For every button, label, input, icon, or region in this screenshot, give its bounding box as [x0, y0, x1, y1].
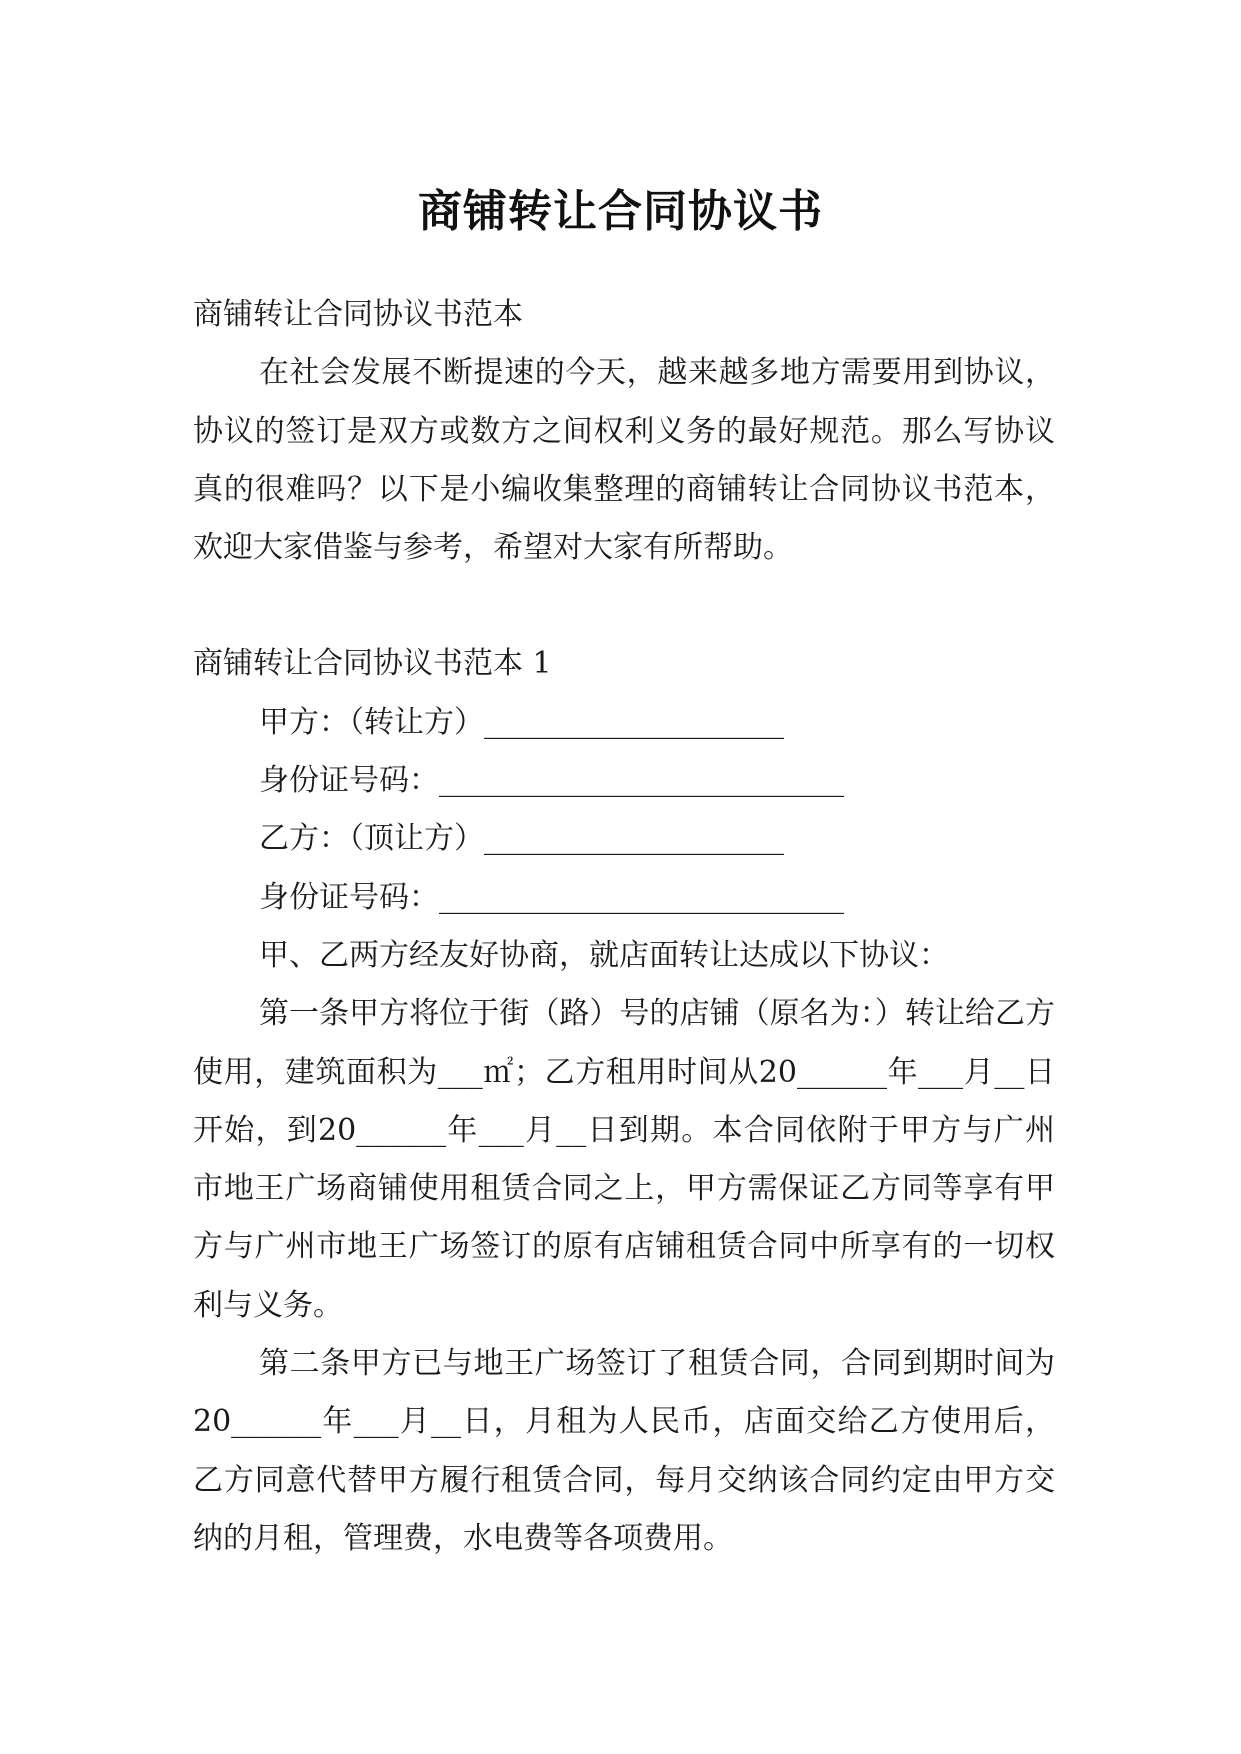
sample-heading: 商铺转让合同协议书范本 1 [193, 646, 552, 682]
document-title: 商铺转让合同协议书 [418, 186, 823, 238]
party-b-line: 乙方：（顶让方）____________________ [259, 821, 784, 857]
article-2: 第二条甲方已与地王广场签订了租赁合同，合同到期时间为20______年___月__日，月租为人民币，店面交给乙方使用后，乙方同意代替甲方履行租赁合同，每月交纳该合同约定由甲方交纳的月租，管理费，水电费等各项费用。 [193, 1346, 1055, 1556]
party-a-line: 甲方：（转让方）____________________ [259, 704, 784, 740]
agreement-intro: 甲、乙两方经友好协商，就店面转让达成以下协议： [259, 937, 949, 973]
article-1: 第一条甲方将位于街（路）号的店铺（原名为：）转让给乙方使用，建筑面积为___㎡；乙方租用时间从20______年___月__日开始，到20______年___月__日到期。本合同依附于甲方与广州市地王广场商铺使用租赁合同之上，甲方需保证乙方同等享有甲方与广州市地王广场签订的原有店铺租赁合同中所享有的一切权利与义务。 [193, 996, 1055, 1323]
document-body [193, 286, 1055, 1568]
party-a-id-line: 身份证号码：___________________________ [259, 763, 844, 799]
document-subtitle: 商铺转让合同协议书范本 [193, 297, 523, 332]
intro-paragraph: 在社会发展不断提速的今天，越来越多地方需要用到协议，协议的签订是双方或数方之间权利义务的最好规范。那么写协议真的很难吗？以下是小编收集整理的商铺转让合同协议书范本，欢迎大家借鉴与参考，希望对大家有所帮助。 [193, 355, 1055, 566]
section-spacer [193, 577, 1055, 635]
party-b-id-line: 身份证号码：___________________________ [259, 879, 844, 915]
